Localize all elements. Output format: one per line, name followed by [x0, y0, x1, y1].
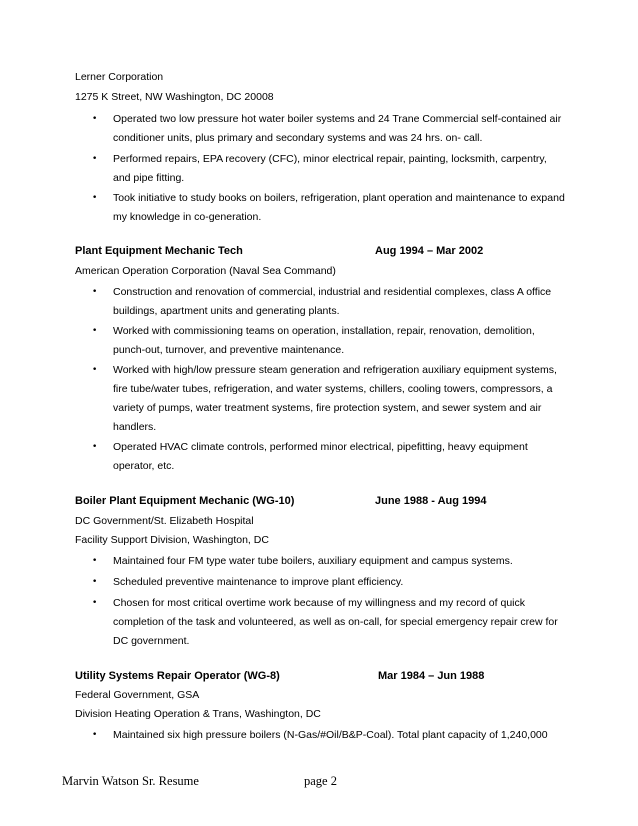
bullet-text: Took initiative to study books on boilers, refrigeration, plant operation and maintenance to expand — [113, 192, 565, 204]
bullet-text: conditioner units, plus primary and secondary systems and was 24 hrs. on- call. — [113, 132, 483, 144]
bullet-marker: • — [92, 577, 98, 587]
employer-name: DC Government/St. Elizabeth Hospital — [75, 515, 254, 527]
footer-name: Marvin Watson Sr. Resume — [62, 774, 199, 788]
bullet-text: DC government. — [113, 635, 190, 647]
bullet-text: Chosen for most critical overtime work because of my willingness and my record of quick — [113, 597, 525, 609]
bullet-text: punch-out, turnover, and preventive maintenance. — [113, 344, 345, 356]
footer-page-number: page 2 — [304, 774, 337, 788]
bullet-text: Performed repairs, EPA recovery (CFC), minor electrical repair, painting, locksmith, carpentry, — [113, 153, 547, 165]
bullet-marker: • — [92, 442, 98, 452]
job-dates: Aug 1994 – Mar 2002 — [375, 245, 484, 257]
bullet-text: Construction and renovation of commercial, industrial and residential complexes, class A office — [113, 286, 552, 298]
bullet-marker: • — [92, 287, 98, 297]
job-dates: June 1988 - Aug 1994 — [375, 495, 487, 507]
bullet-marker: • — [92, 730, 98, 740]
bullet-text: Maintained four FM type water tube boilers, auxiliary equipment and campus systems. — [113, 555, 513, 567]
bullet-marker: • — [92, 326, 98, 336]
bullet-marker: • — [92, 154, 98, 164]
division-name: Facility Support Division, Washington, DC — [75, 534, 269, 546]
employer-name: Federal Government, GSA — [75, 689, 200, 701]
employer-name: American Operation Corporation (Naval Sea Command) — [75, 265, 336, 277]
bullet-text: completion of the task and volunteered, as well as on-call, for special emergency repair crew for — [113, 616, 558, 628]
job-title: Boiler Plant Equipment Mechanic (WG-10) — [75, 495, 295, 507]
bullet-marker: • — [92, 556, 98, 566]
bullet-text: operator, etc. — [113, 460, 175, 472]
bullet-text: buildings, apartment units and generating plants. — [113, 305, 340, 317]
bullet-text: Worked with high/low pressure steam generation and refrigeration auxiliary equipment systems, — [113, 364, 557, 376]
division-name: Division Heating Operation & Trans, Washington, DC — [75, 708, 321, 720]
company-name: Lerner Corporation — [75, 71, 164, 83]
job-title: Utility Systems Repair Operator (WG-8) — [75, 670, 280, 682]
job-title: Plant Equipment Mechanic Tech — [75, 245, 243, 257]
bullet-text: handlers. — [113, 421, 157, 433]
bullet-text: Maintained six high pressure boilers (N-Gas/#Oil/B&P-Coal). Total plant capacity of 1,240,000 — [113, 729, 548, 741]
bullet-marker: • — [92, 365, 98, 375]
bullet-text: and pipe fitting. — [113, 172, 185, 184]
bullet-marker: • — [92, 114, 98, 124]
bullet-text: Scheduled preventive maintenance to improve plant efficiency. — [113, 576, 404, 588]
bullet-marker: • — [92, 193, 98, 203]
bullet-marker: • — [92, 598, 98, 608]
job-dates: Mar 1984 – Jun 1988 — [378, 670, 485, 682]
bullet-text: variety of pumps, water treatment systems, fire protection system, and sewer system and air — [113, 402, 542, 414]
bullet-text: my knowledge in co-generation. — [113, 211, 262, 223]
bullet-text: fire tube/water tubes, refrigeration, and water systems, chillers, cooling towers, compressors, a — [113, 383, 553, 395]
company-address: 1275 K Street, NW Washington, DC 20008 — [75, 91, 274, 103]
bullet-text: Worked with commissioning teams on operation, installation, repair, renovation, demolition, — [113, 325, 535, 337]
bullet-text: Operated HVAC climate controls, performed minor electrical, pipefitting, heavy equipment — [113, 441, 528, 453]
bullet-text: Operated two low pressure hot water boiler systems and 24 Trane Commercial self-contained air — [113, 113, 562, 125]
